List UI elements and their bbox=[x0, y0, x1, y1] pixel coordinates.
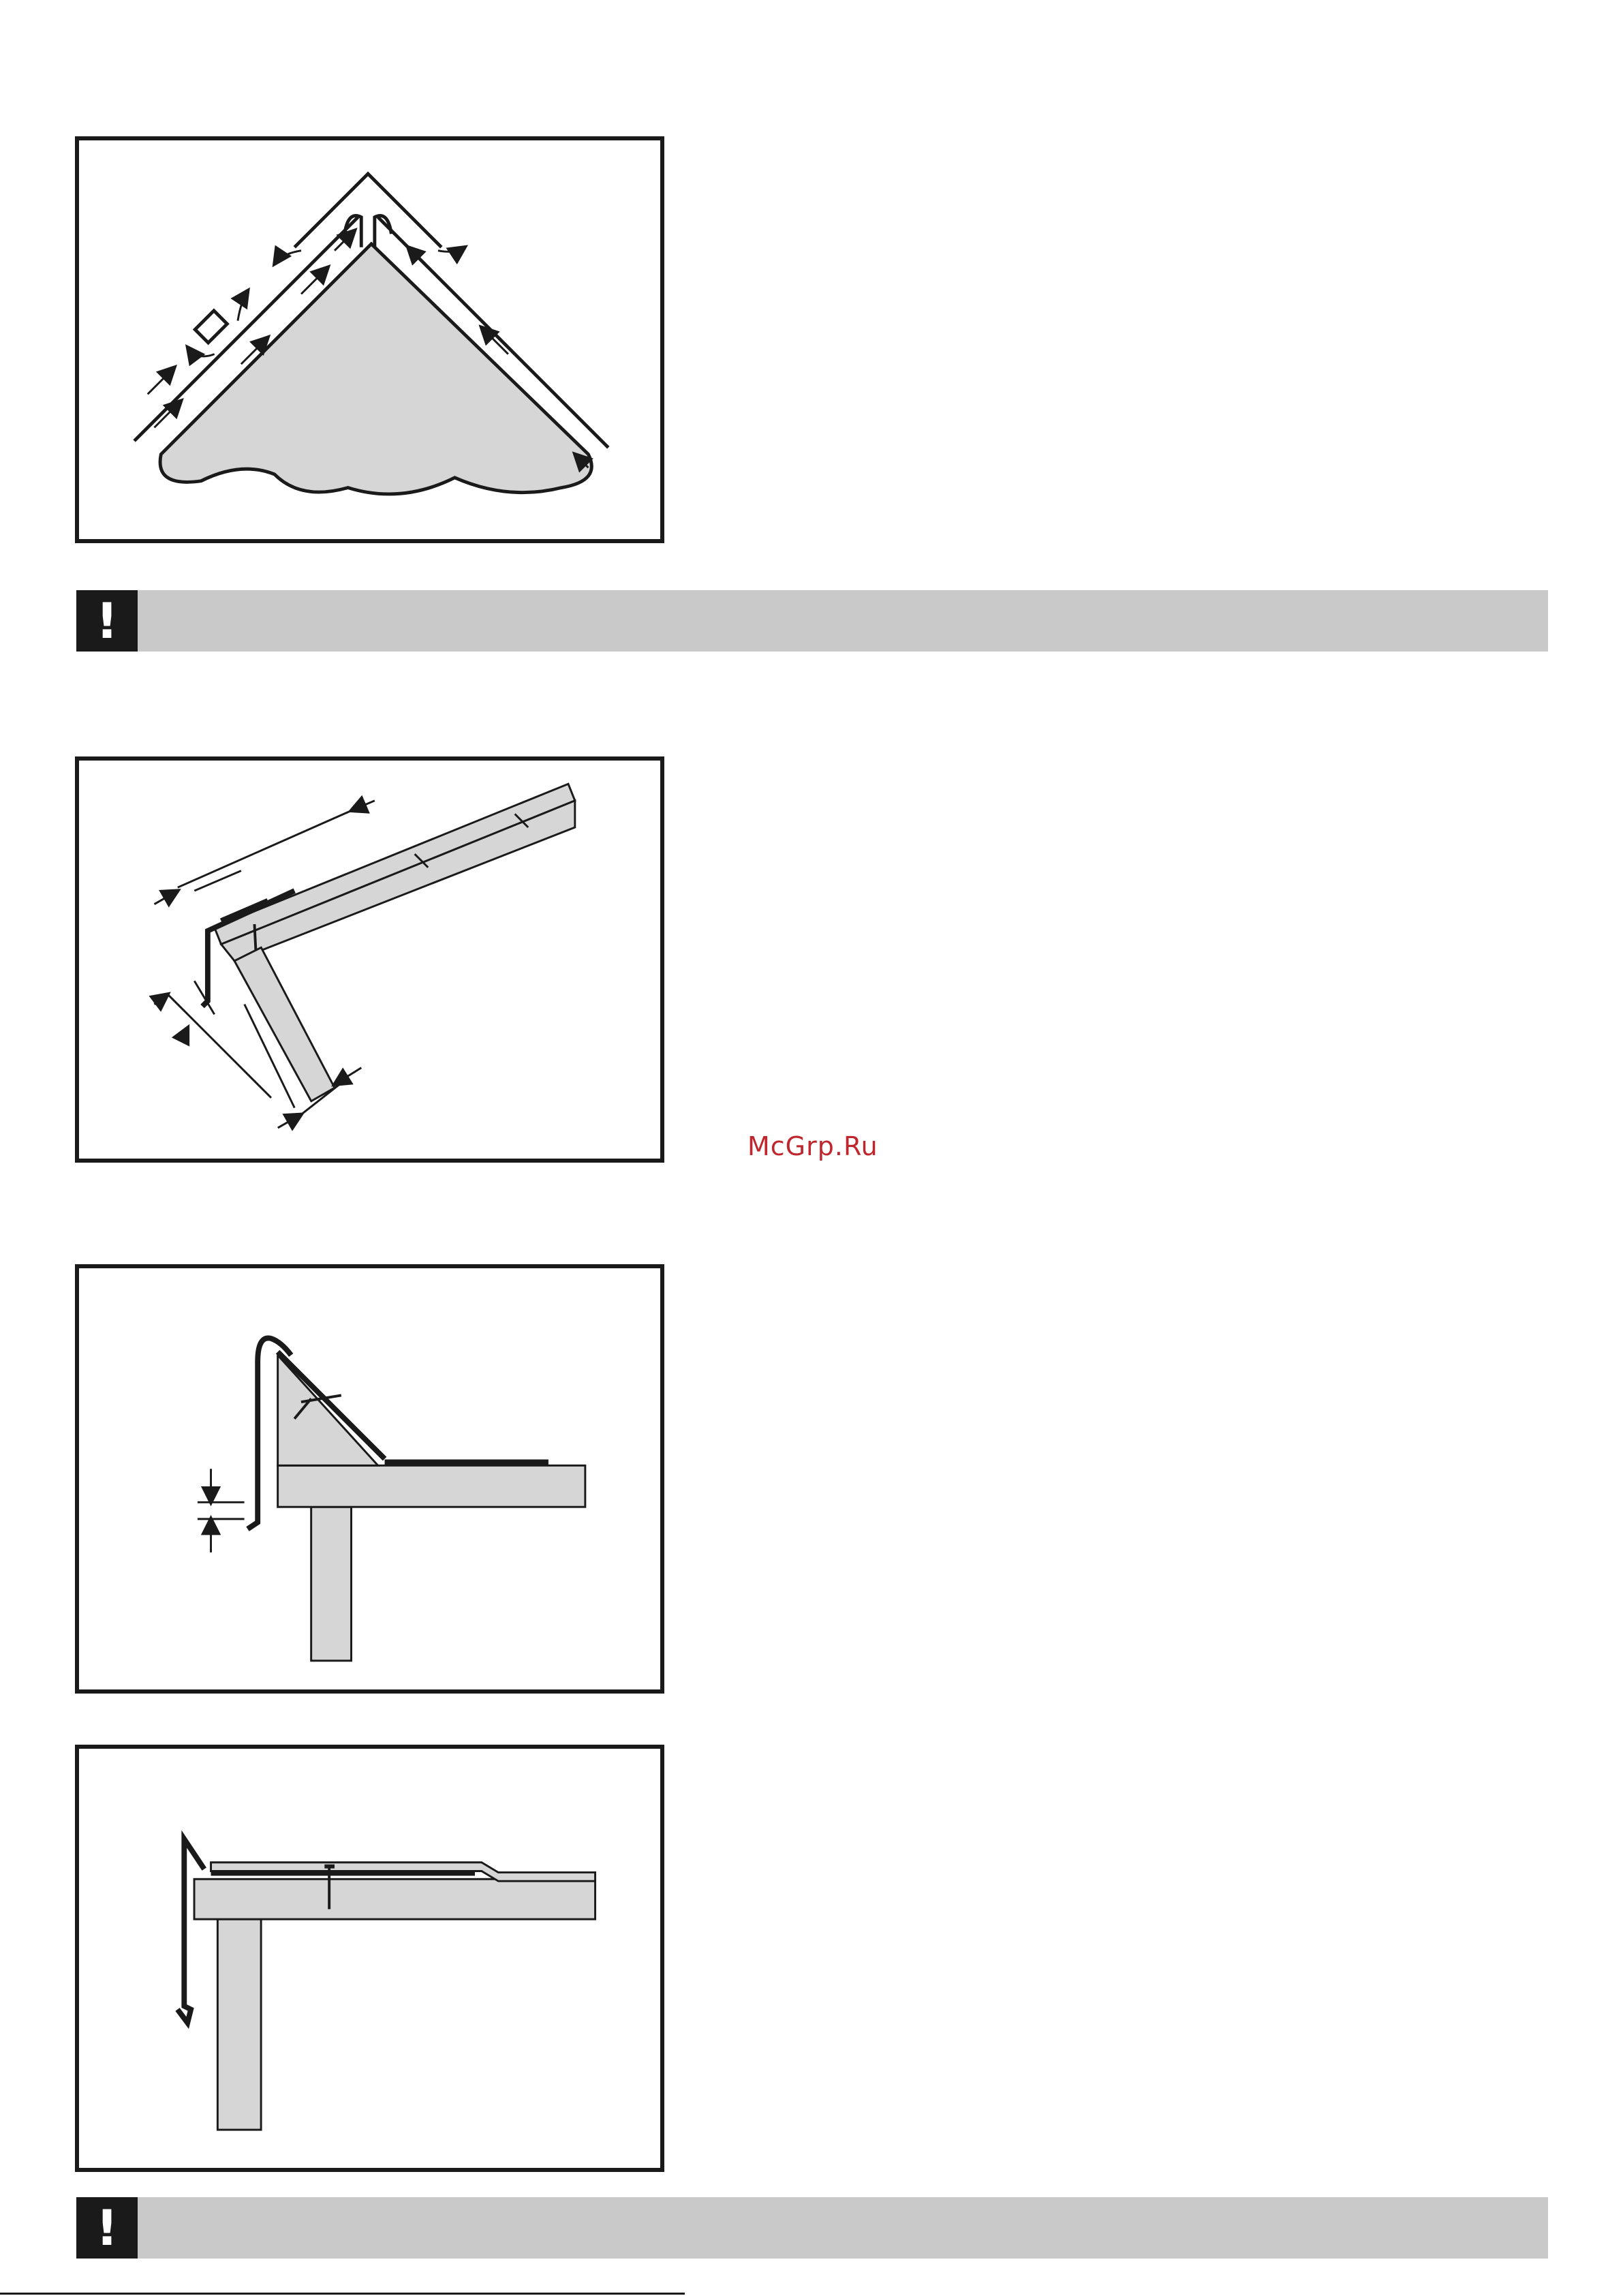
drip-edge-diagram bbox=[75, 1264, 664, 1694]
footer-divider bbox=[0, 2293, 685, 2295]
warning-bar bbox=[76, 2197, 1548, 2259]
drip-edge-drawing bbox=[79, 1268, 660, 1689]
watermark-text: McGrp.Ru bbox=[747, 1131, 878, 1161]
warning-icon: ! bbox=[76, 590, 138, 652]
eave-dimension-drawing bbox=[79, 761, 660, 1159]
eave-dimension-diagram bbox=[75, 756, 664, 1163]
warning-icon: ! bbox=[76, 2197, 138, 2259]
ridge-ventilation-diagram bbox=[75, 136, 664, 543]
ridge-ventilation-drawing bbox=[79, 140, 660, 539]
warning-bar bbox=[76, 590, 1548, 652]
gable-edge-diagram bbox=[75, 1745, 664, 2172]
gable-edge-drawing bbox=[79, 1749, 660, 2168]
